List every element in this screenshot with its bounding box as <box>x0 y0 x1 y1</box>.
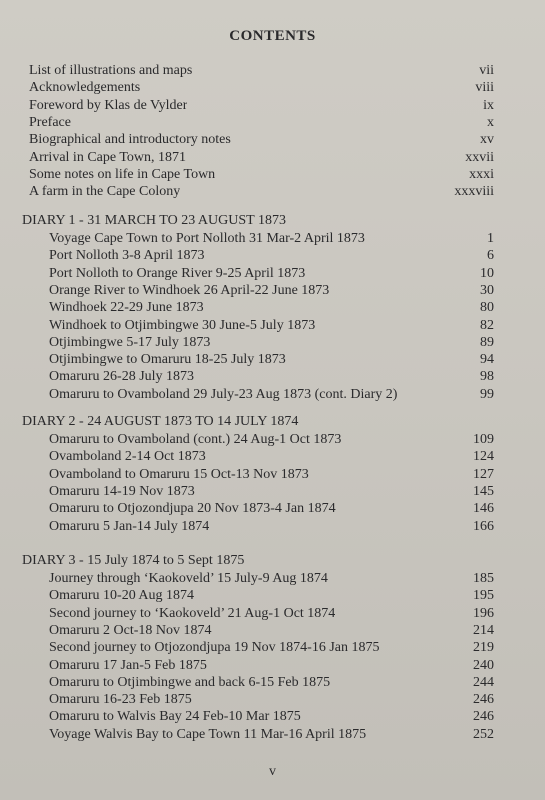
toc-entry-page: 246 <box>473 692 494 708</box>
diary-2-heading: DIARY 2 - 24 AUGUST 1873 TO 14 JULY 1874 <box>22 414 299 429</box>
diary-3-entry <box>49 639 494 656</box>
toc-entry-page: ix <box>483 97 494 113</box>
toc-entry-page: 124 <box>473 449 494 465</box>
toc-entry-page: 185 <box>473 571 494 586</box>
toc-entry-page: 80 <box>480 300 494 316</box>
toc-entry-label: List of illustrations and maps <box>29 63 193 78</box>
toc-entry-page: 98 <box>480 369 494 385</box>
toc-entry-page: xxxviii <box>454 184 494 200</box>
toc-entry-page: 244 <box>473 674 494 690</box>
front-matter-entry <box>29 183 494 200</box>
toc-entry-label: Omaruru to Walvis Bay 24 Feb-10 Mar 1875 <box>49 709 301 725</box>
toc-entry-label: Ovamboland to Omaruru 15 Oct-13 Nov 1873 <box>49 466 309 482</box>
toc-entry-label: Omaruru to Ovamboland (cont.) 24 Aug-1 Oct 1873 <box>49 432 342 447</box>
front-matter-entry <box>29 97 494 114</box>
front-matter-entry <box>29 62 494 79</box>
toc-entry-label: A farm in the Cape Colony <box>29 184 181 200</box>
diary-3-entry <box>49 708 494 725</box>
diary-1-entry <box>49 265 494 282</box>
toc-entry-page: 240 <box>473 657 494 673</box>
diary-2-entry <box>49 448 494 465</box>
diary-1-entry <box>49 368 494 385</box>
toc-entry-label: Otjimbingwe 5-17 July 1873 <box>49 334 211 350</box>
toc-entry-page: xxvii <box>465 149 494 165</box>
toc-entry-label: Voyage Walvis Bay to Cape Town 11 Mar-16 April 1875 <box>49 726 367 742</box>
toc-entry-page: 82 <box>480 317 494 333</box>
toc-entry-label: Windhoek 22-29 June 1873 <box>49 300 204 316</box>
toc-entry-label: Omaruru 16-23 Feb 1875 <box>49 692 192 708</box>
toc-entry-page: 219 <box>473 640 494 656</box>
toc-entry-label: Foreword by Klas de Vylder <box>29 97 188 113</box>
diary-3-entry <box>49 726 494 743</box>
toc-entry-label: Omaruru to Otjozondjupa 20 Nov 1873-4 Jan 1874 <box>49 501 336 517</box>
toc-entry-page: viii <box>475 80 494 96</box>
diary-1-entry <box>49 247 494 264</box>
page-folio: v <box>269 764 276 779</box>
toc-entry-label: Biographical and introductory notes <box>29 132 231 148</box>
toc-entry-label: Port Nolloth to Orange River 9-25 April 1873 <box>49 265 306 281</box>
toc-entry-label: Voyage Cape Town to Port Nolloth 31 Mar-2 April 1873 <box>49 231 365 246</box>
diary-3-entry <box>49 622 494 639</box>
diary-1-entry <box>49 282 494 299</box>
diary-3-entry <box>49 674 494 691</box>
toc-entry-page: xxxi <box>469 166 494 182</box>
toc-entry-page: xv <box>480 132 494 148</box>
toc-entry-page: vii <box>479 63 494 78</box>
diary-1-entry <box>49 334 494 351</box>
diary-3-entry <box>49 587 494 604</box>
toc-entry-page: 94 <box>480 352 494 368</box>
toc-entry-label: Omaruru 5 Jan-14 July 1874 <box>49 518 210 534</box>
toc-entry-label: Port Nolloth 3-8 April 1873 <box>49 248 205 264</box>
toc-entry-page: x <box>487 114 494 130</box>
toc-entry-page: 246 <box>473 709 494 725</box>
toc-entry-label: Omaruru 2 Oct-18 Nov 1874 <box>49 622 212 638</box>
toc-entry-label: Some notes on life in Cape Town <box>29 166 216 182</box>
toc-entry-label: Orange River to Windhoek 26 April-22 June 1873 <box>49 282 330 298</box>
toc-entry-label: Omaruru to Otjimbingwe and back 6-15 Feb 1875 <box>49 674 331 690</box>
toc-entry-label: Windhoek to Otjimbingwe 30 June-5 July 1873 <box>49 317 316 333</box>
toc-entry-page: 166 <box>473 518 494 534</box>
toc-entry-label: Journey through ‘Kaokoveld’ 15 July-9 Aug 1874 <box>49 571 328 586</box>
front-matter-entry <box>29 149 494 166</box>
diary-3-heading: DIARY 3 - 15 July 1874 to 5 Sept 1875 <box>22 553 245 568</box>
diary-1-entry <box>49 230 494 247</box>
toc-entry-label: Omaruru to Ovamboland 29 July-23 Aug 1873 (cont. Diary 2) <box>49 386 398 402</box>
diary-3-entry <box>49 657 494 674</box>
diary-1-entry <box>49 351 494 368</box>
toc-entry-page: 1 <box>487 231 494 246</box>
toc-entry-label: Omaruru 10-20 Aug 1874 <box>49 588 195 604</box>
toc-entry-label: Ovamboland 2-14 Oct 1873 <box>49 449 206 465</box>
toc-entry-label: Omaruru 17 Jan-5 Feb 1875 <box>49 657 207 673</box>
toc-entry-page: 6 <box>487 248 494 264</box>
toc-entry-label: Acknowledgements <box>29 80 141 96</box>
toc-entry-page: 195 <box>473 588 494 604</box>
diary-1-entry <box>49 299 494 316</box>
diary-3-entry <box>49 570 494 587</box>
toc-entry-label: Preface <box>29 114 71 130</box>
page-title: CONTENTS <box>229 28 316 44</box>
toc-entry-page: 196 <box>473 605 494 621</box>
toc-entry-page: 146 <box>473 501 494 517</box>
front-matter-entry <box>29 131 494 148</box>
toc-entry-page: 109 <box>473 432 494 447</box>
toc-entry-page: 30 <box>480 282 494 298</box>
toc-entry-label: Otjimbingwe to Omaruru 18-25 July 1873 <box>49 352 286 368</box>
toc-entry-label: Omaruru 26-28 July 1873 <box>49 369 195 385</box>
diary-2-entry <box>49 518 494 535</box>
diary-1-heading: DIARY 1 - 31 MARCH TO 23 AUGUST 1873 <box>22 213 286 228</box>
diary-2-entry <box>49 466 494 483</box>
diary-3-entry <box>49 605 494 622</box>
diary-3-entry <box>49 691 494 708</box>
diary-1-entry <box>49 386 494 403</box>
toc-entry-page: 252 <box>473 726 494 742</box>
toc-entry-page: 214 <box>473 622 494 638</box>
toc-entry-label: Second journey to Otjozondjupa 19 Nov 1874-16 Jan 1875 <box>49 640 380 656</box>
toc-entry-page: 10 <box>480 265 494 281</box>
diary-1-entry <box>49 317 494 334</box>
diary-2-entry <box>49 500 494 517</box>
front-matter-entry <box>29 114 494 131</box>
toc-entry-label: Omaruru 14-19 Nov 1873 <box>49 483 195 499</box>
toc-entry-label: Arrival in Cape Town, 1871 <box>29 149 187 165</box>
front-matter-entry <box>29 79 494 96</box>
toc-entry-page: 127 <box>473 466 494 482</box>
diary-2-entry <box>49 483 494 500</box>
diary-2-entry <box>49 431 494 448</box>
toc-entry-page: 89 <box>480 334 494 350</box>
front-matter-entry <box>29 166 494 183</box>
toc-entry-page: 145 <box>473 483 494 499</box>
toc-entry-label: Second journey to ‘Kaokoveld’ 21 Aug-1 Oct 1874 <box>49 605 336 621</box>
toc-entry-page: 99 <box>480 386 494 402</box>
